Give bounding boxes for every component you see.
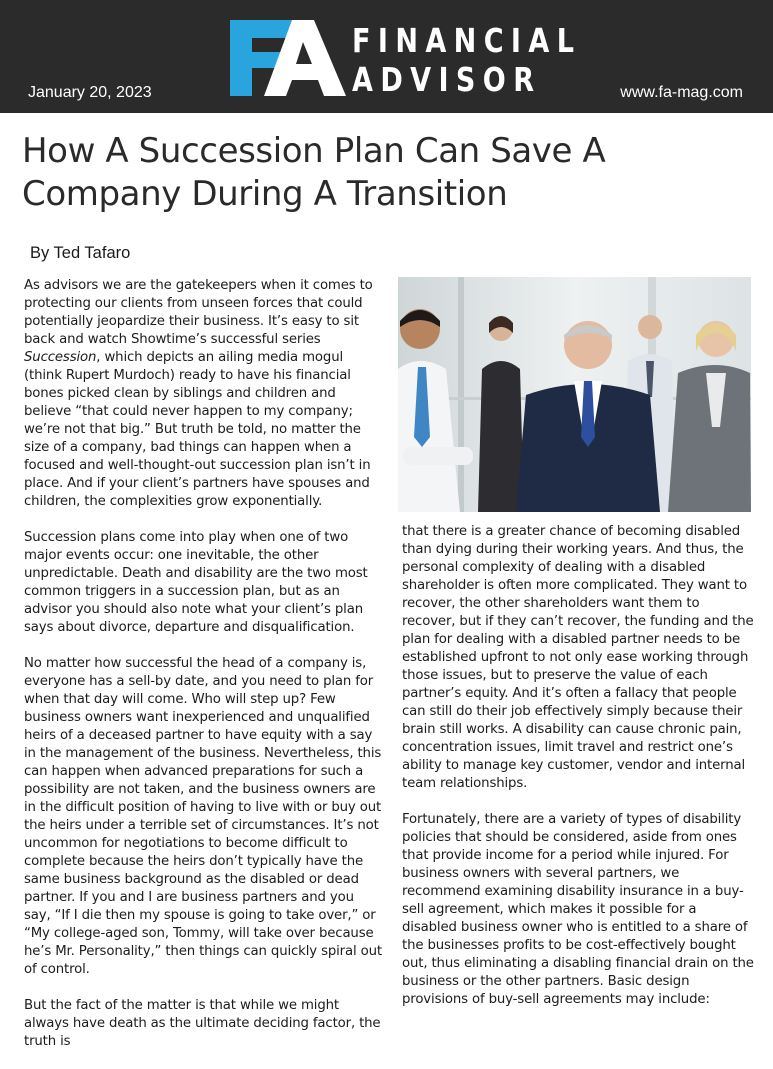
photo-illustration	[398, 277, 751, 512]
logo-word-financial: FINANCIAL	[352, 21, 582, 60]
paragraph: Fortunately, there are a variety of types of disability policies that should be considered, aside from ones that provide income for a period while injured. For business owners with several partners, we recommend examining disability insurance in a buy-sell agreement, which makes it possible for a disabled business owner who is entitled to a share of the businesses profits to be cost-effectively bought out, thus eliminating a disabling financial drain on the business or the other partners. Basic design provisions of buy-sell agreements may include:	[402, 812, 754, 1007]
article-right-column	[402, 523, 754, 1027]
series-title: Succession	[24, 350, 97, 365]
masthead	[0, 0, 773, 113]
paragraph: But the fact of the matter is that while we might always have death as the ultimate deciding factor, the truth is	[24, 998, 381, 1049]
article-headline: How A Succession Plan Can Save A Company During A Transition	[22, 131, 606, 214]
article-left-column	[24, 277, 382, 1069]
paragraph: No matter how successful the head of a company is, everyone has a sell-by date, and you need to plan for when that day will come. Who will step up? Few business owners want inexperienced and unqualified heirs of a deceased partner to have equity with a say in the management of the business. Nevertheless, this can happen when advanced preparations for such a possibility are not taken, and the business owners are in the difficult position of having to live with or buy out the heirs under a terrible set of circumstances. It’s not uncommon for negotiations to become difficult to complete because the heirs don’t typically have the same business background as the disabled or dead partner. If you and I are business partners and you say, “If I die then my spouse is going to take over,” or “My college-aged son, Tommy, will take over because he’s Mr. Personality,” then things can quickly spiral out of control.	[24, 656, 382, 977]
issue-date: January 20, 2023	[28, 84, 152, 101]
site-url[interactable]: www.fa-mag.com	[620, 84, 743, 101]
paragraph: that there is a greater chance of becoming disabled than dying during their working years. And thus, the personal complexity of dealing with a disabled shareholder is often more complicated. They want to recover, the other shareholders want them to recover, but if they can’t recover, the funding and the plan for dealing with a disabled partner needs to be established upfront to not only ease working through those issues, but to preserve the value of each partner’s equity. And it’s often a fallacy that people can still do their job effectively simply because their brain still works. A disability can cause chronic pain, concentration issues, limit travel and restrict one’s ability to manage key customer, vendor and internal team relationships.	[402, 524, 754, 791]
paragraph: As advisors we are the gatekeepers when it comes to protecting our clients from unseen forces that could potentially jeopardize their business. It’s easy to sit back and watch Showtime’s successful series Succession, which depicts an ailing media mogul (think Rupert Murdoch) ready to have his financial bones picked clean by siblings and children and believe “that could never happen to my company; we’re not that big.” But truth be told, no matter the size of a company, bad things can happen when a focused and well-thought-out succession plan isn’t in place. And if your client’s partners have spouses and children, the complexities grow exponentially.	[24, 278, 373, 509]
business-team-photo	[398, 277, 751, 512]
fa-logo-mark	[230, 16, 348, 100]
logo-word-advisor: ADVISOR	[352, 60, 542, 99]
byline: By Ted Tafaro	[30, 244, 131, 262]
paragraph: Succession plans come into play when one of two major events occur: one inevitable, the other unpredictable. Death and disability are the two most common triggers in a succession plan, but as an advisor you should also note what your client’s plan says about divorce, departure and disqualification.	[24, 530, 368, 635]
